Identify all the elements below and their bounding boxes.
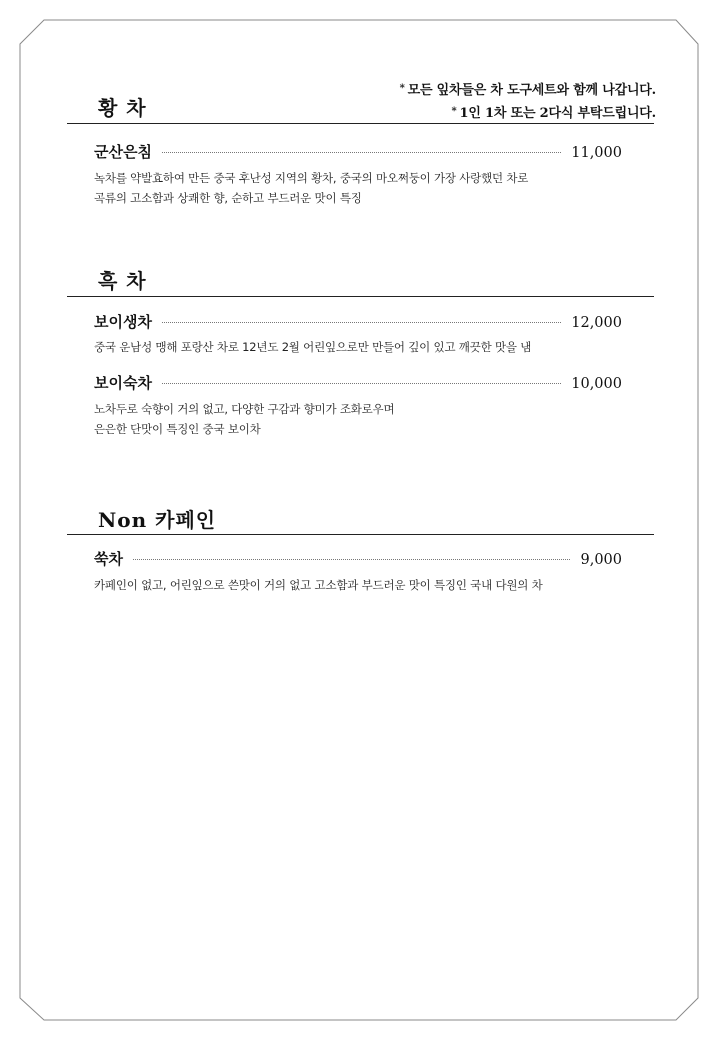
item-price: 9,000: [580, 552, 622, 568]
note-line: * 1인 1차 또는 2다식 부탁드립니다.: [451, 106, 656, 121]
section-divider: [67, 123, 654, 124]
item-description: 카페인이 없고, 어린잎으로 쓴맛이 거의 없고 고소함과 부드러운 맛이 특징인 국내 다원의 차: [94, 578, 543, 592]
item-name: 군산은침: [94, 143, 152, 161]
item-price: 12,000: [571, 315, 622, 331]
item-name: 보이생차: [94, 313, 152, 331]
item-description: 노차두로 숙향이 거의 없고, 다양한 구감과 향미가 조화로우며 은은한 단맛이 특징인 중국 보이차: [94, 402, 395, 436]
dot-leader: [133, 559, 571, 560]
menu-item[interactable]: [94, 141, 622, 162]
item-name: 보이숙차: [94, 374, 152, 392]
dot-leader: [162, 152, 561, 153]
section-divider: [67, 296, 654, 297]
menu-item[interactable]: [94, 311, 622, 332]
dot-leader: [162, 322, 561, 323]
item-price: 11,000: [571, 145, 622, 161]
item-description: 중국 운남성 맹해 포랑산 차로 12년도 2월 어린잎으로만 만들어 깊이 있고 깨끗한 맛을 냄: [94, 340, 532, 354]
section-divider: [67, 534, 654, 535]
menu-item[interactable]: [94, 372, 622, 393]
section-title-non-caffeine: Non 카페인: [98, 508, 217, 532]
item-price: 10,000: [571, 376, 622, 392]
item-name: 쑥차: [94, 550, 123, 568]
dot-leader: [162, 383, 561, 384]
menu-item[interactable]: [94, 548, 622, 569]
note-marker: *: [451, 106, 457, 117]
section-title-dark-tea: 흑 차: [98, 269, 147, 293]
section-title-yellow-tea: 황 차: [98, 96, 147, 120]
item-description: 녹차를 약발효하여 만든 중국 후난성 지역의 황차, 중국의 마오쩌둥이 가장 사랑했던 차로 곡류의 고소함과 상쾌한 향, 순하고 부드러운 맛이 특징: [94, 171, 529, 205]
service-notes: [400, 78, 656, 124]
note-marker: *: [399, 83, 405, 94]
note-line: * 모든 잎차들은 차 도구세트와 함께 나갑니다.: [399, 83, 656, 98]
